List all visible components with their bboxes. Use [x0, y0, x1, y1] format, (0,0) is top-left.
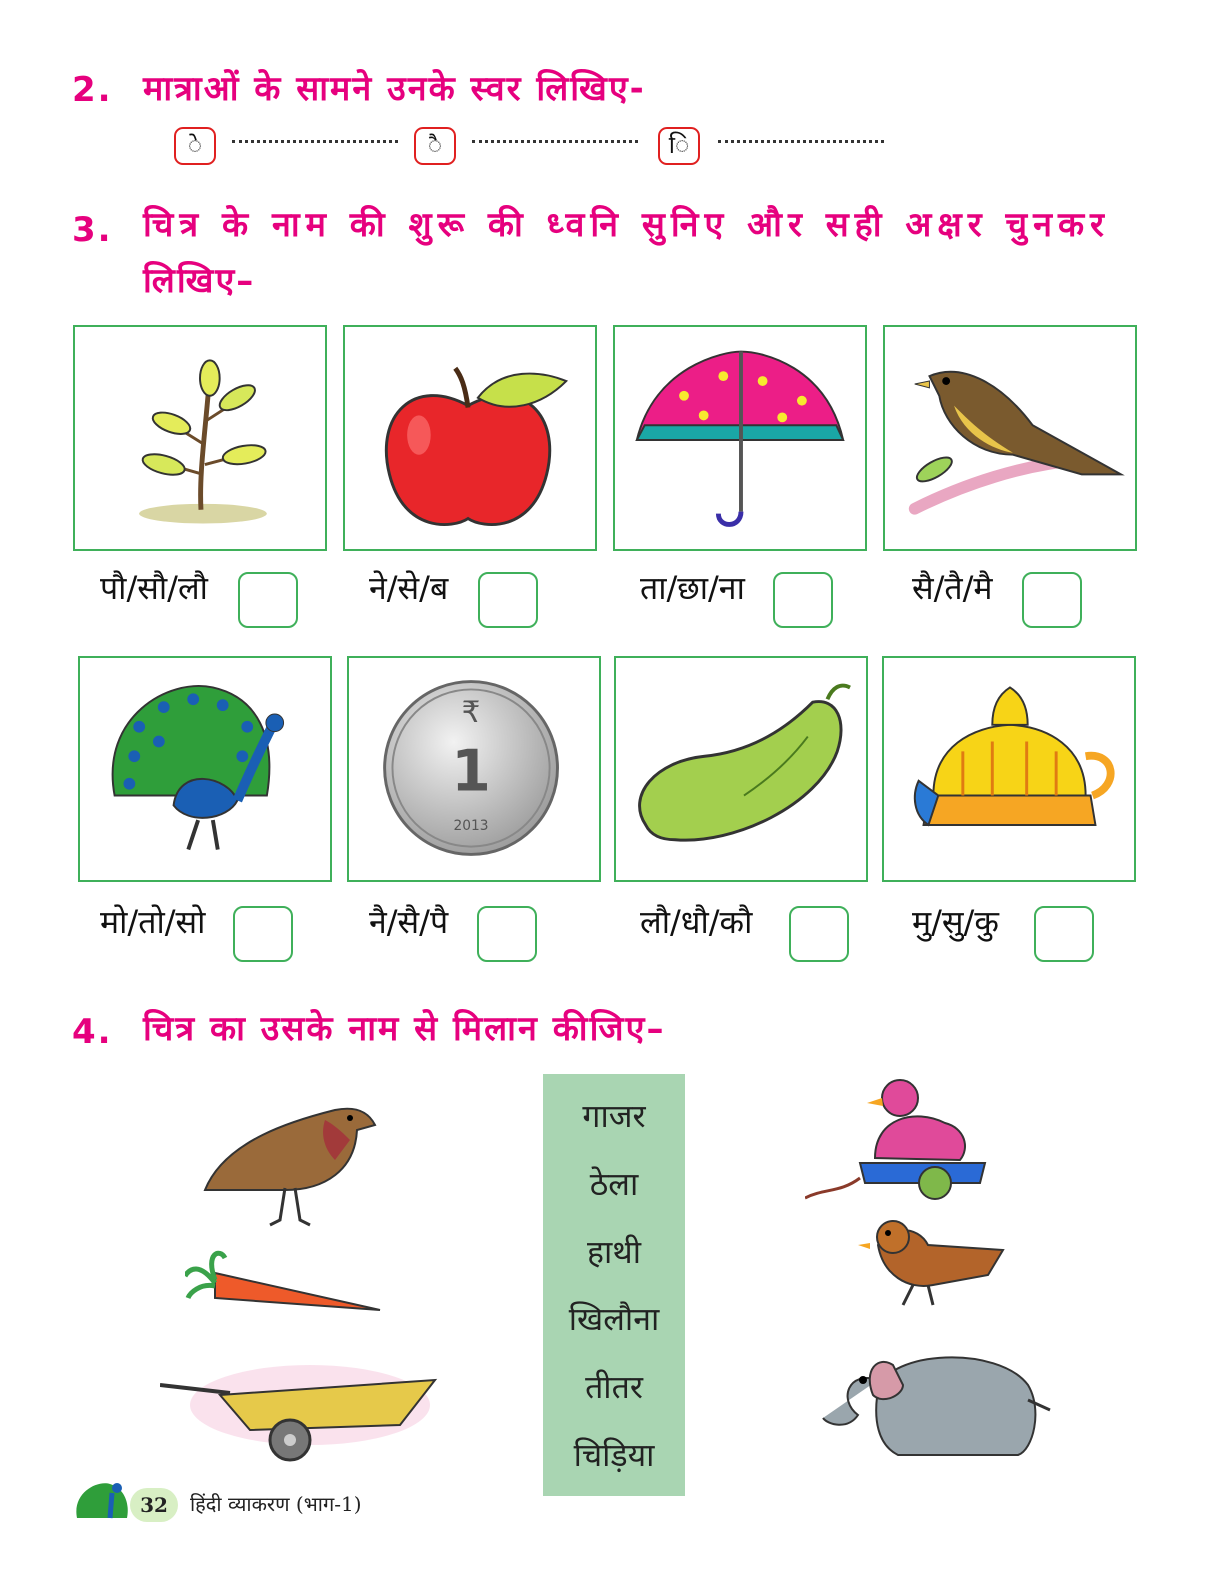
options-4: सै/तै/मै [912, 569, 993, 607]
picture-peacock [78, 656, 332, 882]
options-5: मो/तो/सो [100, 903, 206, 941]
name-hathi: हाथी [586, 1232, 642, 1271]
name-khilauna: खिलौना [568, 1300, 660, 1339]
bird-icon [885, 327, 1135, 549]
question-3-number: 3. [72, 210, 113, 250]
picture-plant [73, 325, 327, 551]
carrot-icon [185, 1248, 385, 1318]
answer-box-5[interactable] [233, 906, 293, 962]
page-number: 32 [130, 1488, 178, 1522]
matra-ai-box: ै [414, 127, 456, 165]
name-teetar: तीतर [585, 1367, 643, 1406]
apple-icon [345, 327, 595, 549]
question-2-text: मात्राओं के सामने उनके स्वर लिखिए- [143, 69, 646, 109]
footer-peacock-icon [72, 1478, 132, 1530]
book-title: हिंदी व्याकरण (भाग-1) [190, 1492, 362, 1516]
picture-apple [343, 325, 597, 551]
options-6: नै/सै/पै [369, 903, 449, 941]
question-2-number: 2. [72, 70, 113, 110]
question-4-text: चित्र का उसके नाम से मिलान कीजिए– [143, 1009, 666, 1049]
options-7: लौ/धौ/कौ [640, 903, 753, 941]
sparrow-icon [858, 1205, 1008, 1315]
name-thela: ठेला [589, 1164, 639, 1203]
name-chidiya: चिड़िया [573, 1435, 655, 1474]
coin-icon [349, 658, 599, 880]
answer-box-7[interactable] [789, 906, 849, 962]
gourd-icon [616, 658, 866, 880]
plant-icon [75, 327, 325, 549]
options-3: ता/छा/ना [640, 569, 745, 607]
picture-crown [882, 656, 1136, 882]
answer-box-2[interactable] [478, 572, 538, 628]
answer-line-3[interactable] [718, 140, 884, 143]
coin-year: 2013 [453, 817, 489, 834]
question-3-text-line1: चित्र के नाम की शुरू की ध्वनि सुनिए और सही अक्षर चुनकर [143, 205, 1110, 245]
question-3-text-line2: लिखिए– [143, 261, 256, 301]
options-1: पौ/सौ/लौ [100, 569, 208, 607]
cart-icon [160, 1355, 440, 1465]
umbrella-icon [615, 327, 865, 549]
matra-e-box: े [174, 127, 216, 165]
answer-line-1[interactable] [232, 140, 398, 143]
peacock-icon [80, 658, 330, 880]
picture-umbrella [613, 325, 867, 551]
answer-line-2[interactable] [472, 140, 638, 143]
question-4-number: 4. [72, 1012, 113, 1052]
coin-value: 1 [451, 738, 491, 805]
answer-box-4[interactable] [1022, 572, 1082, 628]
picture-gourd [614, 656, 868, 882]
elephant-icon [818, 1340, 1053, 1465]
answer-box-8[interactable] [1034, 906, 1094, 962]
picture-bird [883, 325, 1137, 551]
name-gajar: गाजर [582, 1097, 646, 1136]
names-column [543, 1074, 685, 1496]
answer-box-6[interactable] [477, 906, 537, 962]
partridge-icon [185, 1080, 385, 1230]
answer-box-1[interactable] [238, 572, 298, 628]
options-2: ने/से/ब [369, 569, 449, 607]
answer-box-3[interactable] [773, 572, 833, 628]
matra-i-box: ि [658, 127, 700, 165]
crown-icon [884, 658, 1134, 880]
picture-coin [347, 656, 601, 882]
coin-symbol: ₹ [461, 694, 481, 729]
toy-duck-icon [805, 1068, 995, 1208]
options-8: मु/सु/कु [912, 903, 999, 941]
